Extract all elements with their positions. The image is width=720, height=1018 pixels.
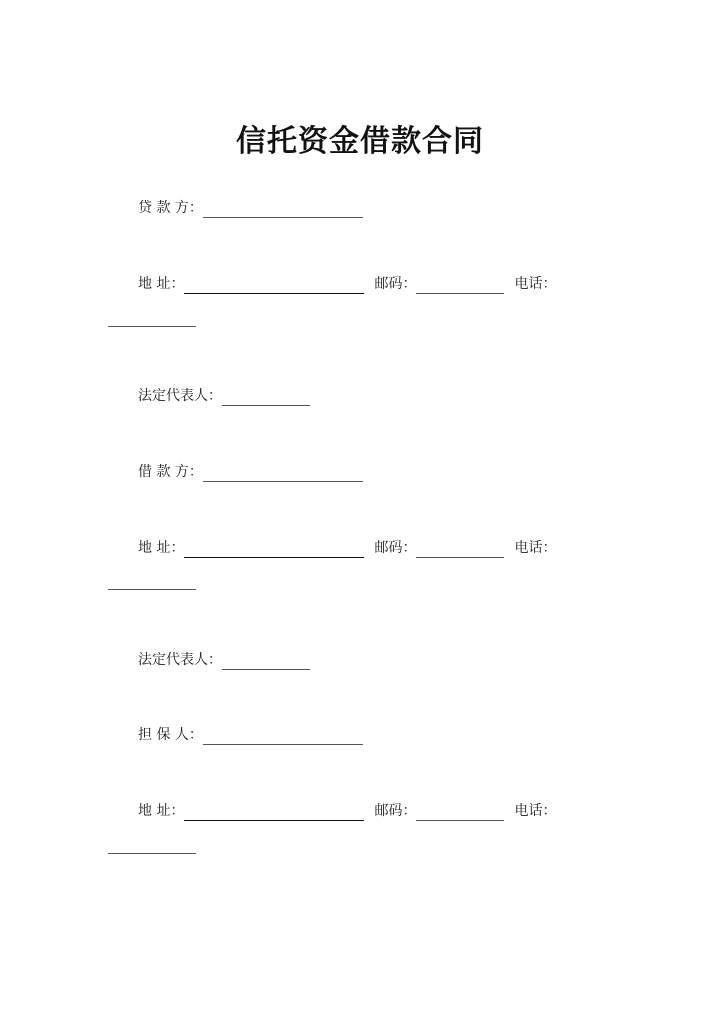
borrower-row (138, 462, 363, 482)
borrower-rep-blank[interactable] (222, 655, 310, 670)
lender-rep-blank[interactable] (222, 391, 310, 406)
guarantor-address-label: 地 址： (138, 803, 185, 819)
lender-address-row (138, 274, 556, 294)
document-title: 信托资金借款合同 (236, 124, 484, 159)
borrower-rep-label: 法定代表人： (138, 652, 222, 668)
borrower-name-blank[interactable] (203, 467, 363, 482)
lender-postcode-blank[interactable] (416, 279, 504, 294)
guarantor-address-blank[interactable] (184, 806, 364, 821)
guarantor-name-blank[interactable] (203, 730, 363, 745)
lender-phone-blank[interactable] (108, 326, 196, 327)
guarantor-row (138, 725, 363, 745)
lender-label: 贷 款 方： (138, 200, 203, 216)
borrower-postcode-blank[interactable] (416, 543, 504, 558)
guarantor-address-row (138, 801, 556, 821)
guarantor-postcode-blank[interactable] (416, 806, 504, 821)
lender-rep-row (138, 386, 310, 406)
lender-address-label: 地 址： (138, 276, 185, 292)
borrower-rep-row (138, 650, 310, 670)
borrower-address-row (138, 538, 556, 558)
lender-postcode-label: 邮码： (374, 276, 417, 292)
lender-address-blank[interactable] (184, 279, 364, 294)
borrower-postcode-label: 邮码： (374, 540, 417, 556)
guarantor-postcode-label: 邮码： (374, 803, 417, 819)
guarantor-phone-label: 电话： (514, 803, 557, 819)
lender-name-blank[interactable] (203, 203, 363, 218)
borrower-address-label: 地 址： (138, 540, 185, 556)
lender-phone-label: 电话： (514, 276, 557, 292)
borrower-phone-label: 电话： (514, 540, 557, 556)
lender-rep-label: 法定代表人： (138, 388, 222, 404)
guarantor-phone-blank[interactable] (108, 853, 196, 854)
guarantor-label: 担 保 人： (138, 727, 203, 743)
borrower-label: 借 款 方： (138, 464, 203, 480)
borrower-address-blank[interactable] (184, 543, 364, 558)
lender-row (138, 198, 363, 218)
borrower-phone-blank[interactable] (108, 589, 196, 590)
